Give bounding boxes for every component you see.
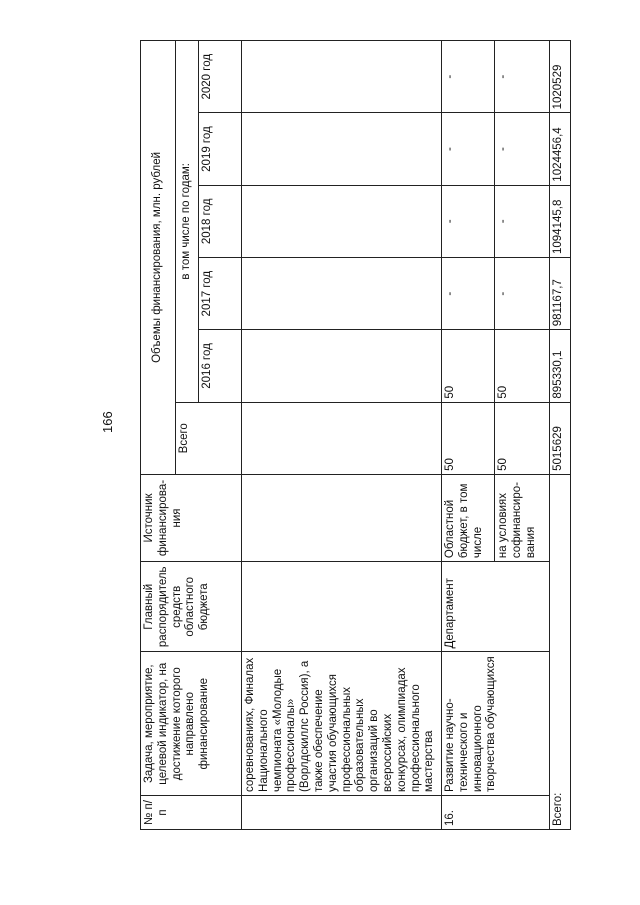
row16-2016-2: 50 (495, 330, 550, 402)
cont-2018 (242, 185, 442, 257)
header-year-2018: 2018 год (199, 185, 242, 257)
header-year-2020: 2020 год (199, 41, 242, 113)
row16-2020-2: - (495, 41, 550, 113)
header-year-2019: 2019 год (199, 113, 242, 185)
row16-2018-1: - (442, 185, 495, 257)
header-task: Задача, мероприятие, целевой индикатор, на достижение которого направлено финансирование (141, 652, 242, 796)
total-2020: 1020529 (550, 41, 571, 113)
header-num: № п/п (141, 795, 242, 829)
row16-total-1: 50 (442, 402, 495, 474)
cont-task: соревнованиях, Финалах Национального чемпионата «Молодые профессионалы» (Ворлдскиллс Россия), а также обеспечение участия обучающихся профессиональных образовательных организаций во всероссийских конкурсах, олимпиадах профессионального мастерства (242, 652, 442, 796)
header-year-2016: 2016 год (199, 330, 242, 402)
row16-source-1: Областной бюджет, в том числе (442, 474, 495, 561)
row16-2016-1: 50 (442, 330, 495, 402)
cont-admin (242, 562, 442, 652)
header-by-years: в том числе по годам: (176, 41, 199, 403)
row16-admin: Департамент (442, 562, 550, 652)
total-label: Всего: (550, 474, 571, 829)
header-year-2017: 2017 год (199, 258, 242, 330)
header-total: Всего (176, 402, 242, 474)
row16-2018-2: - (495, 185, 550, 257)
row16-2020-1: - (442, 41, 495, 113)
rotated-table-container (140, 40, 585, 830)
financing-table (140, 40, 571, 830)
cont-source (242, 474, 442, 561)
row16-task: Развитие научно-технического и инновационного творчества обучающихся (442, 652, 550, 796)
header-admin: Главный распорядитель средств областного бюджета (141, 562, 242, 652)
cont-2017 (242, 258, 442, 330)
header-volumes: Объемы финансирования, млн. рублей (141, 41, 176, 475)
page-number: 166 (100, 411, 115, 433)
header-source: Источник финансирова-ния (141, 474, 242, 561)
total-2016: 895330,1 (550, 330, 571, 402)
row16-num: 16. (442, 795, 550, 829)
row16-2019-1: - (442, 113, 495, 185)
cont-2016 (242, 330, 442, 402)
total-2017: 981167,7 (550, 258, 571, 330)
row16-2017-1: - (442, 258, 495, 330)
table-row (242, 41, 442, 830)
cont-num (242, 795, 442, 829)
cont-total (242, 402, 442, 474)
total-2018: 1094145,8 (550, 185, 571, 257)
row16-2017-2: - (495, 258, 550, 330)
total-2019: 1024456,4 (550, 113, 571, 185)
total-all: 5015629 (550, 402, 571, 474)
total-row (550, 41, 571, 830)
cont-2019 (242, 113, 442, 185)
table-row (442, 41, 495, 830)
row16-total-2: 50 (495, 402, 550, 474)
row16-2019-2: - (495, 113, 550, 185)
row16-source-2: на условиях софинансиро-вания (495, 474, 550, 561)
cont-2020 (242, 41, 442, 113)
